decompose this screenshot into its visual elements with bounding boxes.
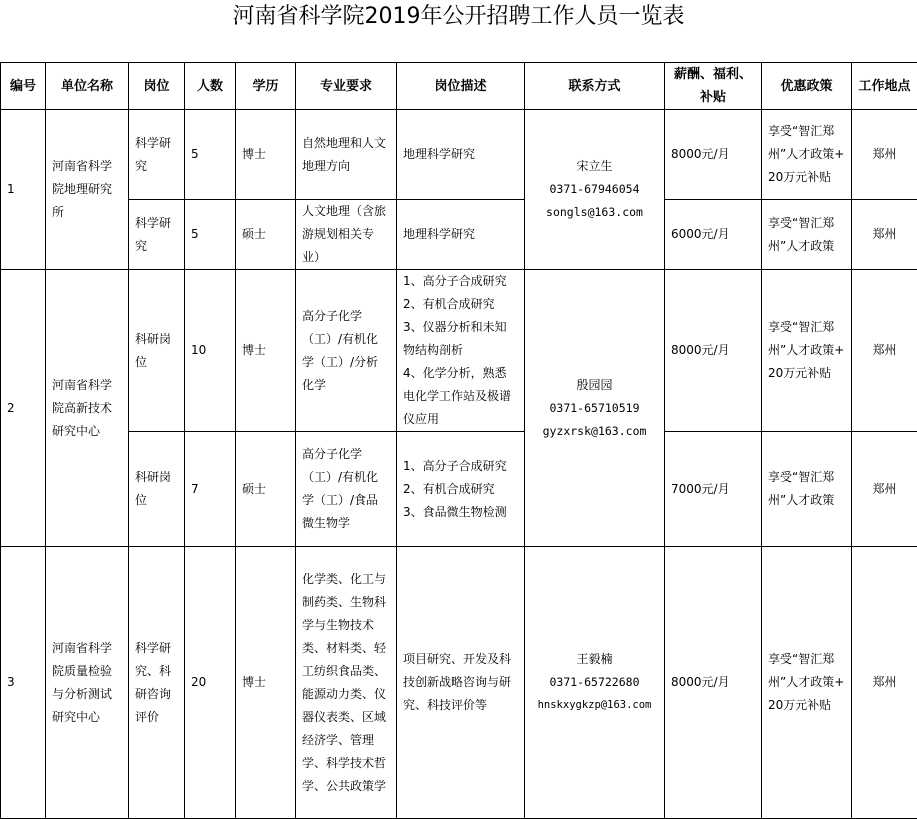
row-policy: 享受“智汇郑州”人才政策 — [762, 200, 852, 270]
unit-2-num: 2 — [1, 270, 46, 547]
unit-1-num: 1 — [1, 110, 46, 270]
unit-1-name: 河南省科学院地理研究所 — [46, 110, 129, 270]
table-row — [1, 110, 917, 200]
contact-person: 宋立生 — [528, 155, 661, 178]
header-salary: 薪酬、福利、补贴 — [665, 63, 762, 110]
row-major: 高分子化学（工）/有机化学（工）/食品微生物学 — [296, 432, 397, 547]
contact-person: 王毅楠 — [528, 648, 661, 671]
row-major: 自然地理和人文地理方向 — [296, 110, 397, 200]
row-desc: 地理科学研究 — [397, 200, 525, 270]
row-policy: 享受“智汇郑州”人才政策+20万元补贴 — [762, 547, 852, 819]
unit-2-contact — [525, 270, 665, 547]
row-desc: 项目研究、开发及科技创新战略咨询与研究、科技评价等 — [397, 547, 525, 819]
contact-phone: 0371-67946054 — [528, 178, 661, 201]
contact-email[interactable]: songls@163.com — [528, 201, 661, 224]
row-salary: 8000元/月 — [665, 270, 762, 432]
row-count: 10 — [185, 270, 236, 432]
header-post: 岗位 — [129, 63, 185, 110]
row-desc: 1、高分子合成研究 2、有机合成研究 3、食品微生物检测 — [397, 432, 525, 547]
row-count: 20 — [185, 547, 236, 819]
row-post: 科学研究 — [129, 200, 185, 270]
header-desc: 岗位描述 — [397, 63, 525, 110]
row-salary: 8000元/月 — [665, 547, 762, 819]
contact-email[interactable]: gyzxrsk@163.com — [528, 420, 661, 443]
contact-person: 殷园园 — [528, 374, 661, 397]
header-major: 专业要求 — [296, 63, 397, 110]
recruitment-table — [0, 62, 917, 819]
unit-2-name: 河南省科学院高新技术研究中心 — [46, 270, 129, 547]
page-title: 河南省科学院2019年公开招聘工作人员一览表 — [0, 0, 917, 36]
contact-phone: 0371-65722680 — [528, 671, 661, 694]
row-place: 郑州 — [852, 110, 917, 200]
unit-3-name: 河南省科学院质量检验与分析测试研究中心 — [46, 547, 129, 819]
row-edu: 博士 — [236, 110, 296, 200]
row-place: 郑州 — [852, 270, 917, 432]
row-post: 科研岗位 — [129, 270, 185, 432]
row-place: 郑州 — [852, 547, 917, 819]
row-edu: 硕士 — [236, 200, 296, 270]
unit-3-num: 3 — [1, 547, 46, 819]
row-salary: 7000元/月 — [665, 432, 762, 547]
row-salary: 6000元/月 — [665, 200, 762, 270]
row-edu: 博士 — [236, 547, 296, 819]
contact-phone: 0371-65710519 — [528, 397, 661, 420]
row-salary: 8000元/月 — [665, 110, 762, 200]
header-row — [1, 63, 917, 110]
unit-1-contact — [525, 110, 665, 270]
header-place: 工作地点 — [852, 63, 917, 110]
header-contact: 联系方式 — [525, 63, 665, 110]
row-count: 5 — [185, 110, 236, 200]
row-policy: 享受“智汇郑州”人才政策 — [762, 432, 852, 547]
row-place: 郑州 — [852, 432, 917, 547]
contact-email[interactable]: hnskxygkzp@163.com — [528, 694, 661, 717]
row-edu: 博士 — [236, 270, 296, 432]
row-policy: 享受“智汇郑州”人才政策+20万元补贴 — [762, 270, 852, 432]
table-row — [1, 547, 917, 819]
row-policy: 享受“智汇郑州”人才政策+20万元补贴 — [762, 110, 852, 200]
header-policy: 优惠政策 — [762, 63, 852, 110]
table-row — [1, 200, 917, 270]
row-count: 5 — [185, 200, 236, 270]
row-major: 高分子化学（工）/有机化学（工）/分析化学 — [296, 270, 397, 432]
header-unit: 单位名称 — [46, 63, 129, 110]
row-major: 人文地理（含旅游规划相关专业） — [296, 200, 397, 270]
row-post: 科学研究、科研咨询评价 — [129, 547, 185, 819]
header-edu: 学历 — [236, 63, 296, 110]
unit-3-contact — [525, 547, 665, 819]
header-count: 人数 — [185, 63, 236, 110]
table-row — [1, 270, 917, 432]
row-count: 7 — [185, 432, 236, 547]
row-desc: 地理科学研究 — [397, 110, 525, 200]
table-row — [1, 432, 917, 547]
row-major: 化学类、化工与制药类、生物科学与生物技术类、材料类、轻工纺织食品类、能源动力类、仪器仪表类、区域经济学、管理学、科学技术哲学、公共政策学 — [296, 547, 397, 819]
row-post: 科学研究 — [129, 110, 185, 200]
header-num: 编号 — [1, 63, 46, 110]
row-place: 郑州 — [852, 200, 917, 270]
row-post: 科研岗位 — [129, 432, 185, 547]
row-edu: 硕士 — [236, 432, 296, 547]
row-desc: 1、高分子合成研究 2、有机合成研究 3、仪器分析和未知物结构剖析 4、化学分析，熟悉电化学工作站及极谱仪应用 — [397, 270, 525, 432]
